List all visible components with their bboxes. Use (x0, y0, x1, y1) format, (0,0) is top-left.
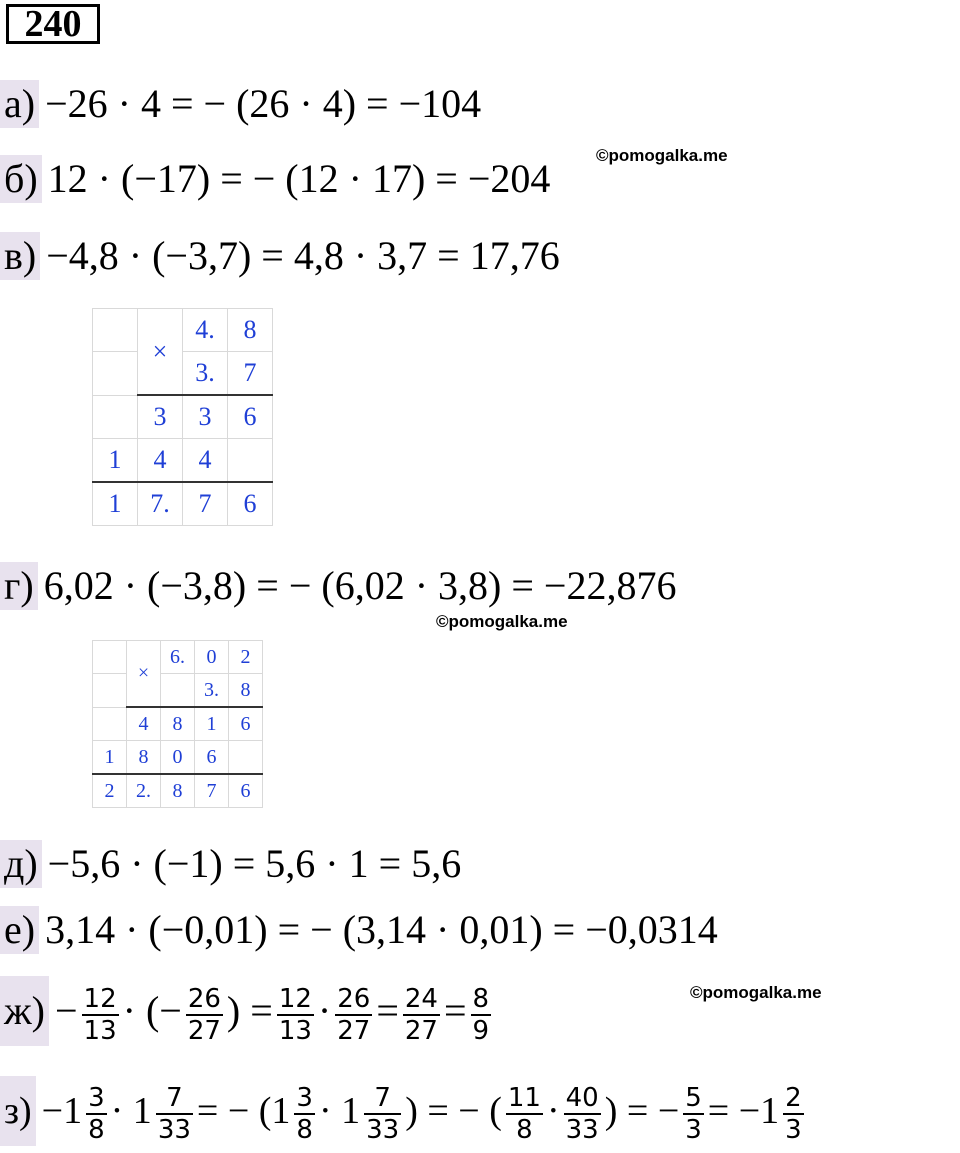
math-text: · (317, 988, 332, 1033)
table-cell: 0 (161, 741, 195, 775)
numerator: 11 (507, 1083, 541, 1114)
numerator: 12 (278, 983, 312, 1014)
multiplication-table-g (92, 640, 263, 808)
numerator: 12 (83, 983, 117, 1014)
item-v (0, 232, 560, 280)
item-a (0, 80, 481, 128)
table-row (93, 395, 273, 439)
math-text: = (376, 988, 399, 1033)
table-row (93, 439, 273, 483)
item-b-label: б) (0, 155, 42, 203)
table-cell: 3 (183, 395, 228, 439)
item-z (0, 1076, 808, 1146)
item-z-label: з) (0, 1076, 36, 1146)
item-g (0, 562, 676, 610)
item-a-expression: −26 · 4 = − (26 · 4) = −104 (45, 81, 482, 126)
table-cell: 0 (195, 641, 229, 674)
table-cell: 1 (93, 741, 127, 775)
fraction (277, 984, 314, 1046)
fraction (82, 984, 119, 1046)
table-cell: 2. (127, 774, 161, 808)
denominator: 13 (83, 1015, 117, 1046)
table-cell: 4 (138, 439, 183, 483)
numerator: 7 (364, 1083, 401, 1115)
table-row (93, 641, 263, 674)
table-cell (228, 439, 273, 483)
denominator: 33 (565, 1115, 599, 1146)
math-text: · (− (122, 988, 182, 1033)
denominator: 27 (187, 1015, 221, 1046)
denominator: 27 (404, 1015, 438, 1046)
fraction (506, 1083, 543, 1145)
table-cell (229, 741, 263, 775)
denominator: 8 (296, 1115, 313, 1146)
watermark-3: ©pomogalka.me (690, 983, 822, 1002)
numerator: 8 (472, 983, 490, 1014)
table-cell: 4. (183, 309, 228, 352)
numerator: 26 (187, 983, 221, 1014)
math-text: ) = − ( (405, 1090, 502, 1132)
numerator: 40 (565, 1083, 599, 1114)
table-cell (93, 641, 127, 674)
math-text: · 1 (318, 1090, 361, 1132)
table-cell: 6. (161, 641, 195, 674)
numerator: 3 (296, 1083, 313, 1114)
item-b-expression: 12 · (−17) = − (12 · 17) = −204 (47, 156, 551, 201)
item-zh-label: ж) (0, 976, 49, 1046)
watermark-2: ©pomogalka.me (436, 612, 568, 631)
watermark-1: ©pomogalka.me (596, 146, 728, 165)
table-cell: 6 (228, 482, 273, 526)
denominator: 8 (516, 1115, 533, 1146)
table-cell: 8 (161, 707, 195, 741)
table-cell: 7. (138, 482, 183, 526)
fraction (86, 1083, 107, 1145)
math-text: = (443, 988, 467, 1033)
table-cell: 1 (93, 482, 138, 526)
table-row (93, 674, 263, 708)
fraction (471, 984, 492, 1046)
item-b (0, 155, 550, 203)
item-d (0, 840, 461, 888)
table-row (93, 352, 273, 396)
math-text: = −1 (707, 1090, 780, 1132)
item-d-expression: −5,6 · (−1) = 5,6 · 1 = 5,6 (47, 841, 462, 886)
table-cell: 6 (229, 774, 263, 808)
table-cell: 8 (127, 741, 161, 775)
numerator: 26 (337, 983, 371, 1014)
table-cell (161, 674, 195, 708)
table-cell: 7 (183, 482, 228, 526)
fraction (335, 984, 372, 1046)
item-v-expression: −4,8 · (−3,7) = 4,8 · 3,7 = 17,76 (46, 233, 560, 278)
denominator: 33 (157, 1115, 191, 1146)
table-cell (93, 395, 138, 439)
multiply-sign: × (127, 641, 161, 708)
item-e-expression: 3,14 · (−0,01) = − (3,14 · 0,01) = −0,0314 (45, 907, 718, 952)
numerator: 5 (685, 1083, 702, 1114)
table-row (93, 707, 263, 741)
math-text: · (546, 1090, 560, 1132)
table-cell: 8 (161, 774, 195, 808)
multiplication-table-v (92, 308, 273, 526)
problem-number: 240 (6, 4, 100, 44)
table-cell: 1 (93, 439, 138, 483)
denominator: 3 (685, 1115, 702, 1146)
fraction (783, 1083, 804, 1145)
table-cell: 6 (195, 741, 229, 775)
denominator: 9 (472, 1015, 490, 1046)
item-d-label: д) (0, 840, 42, 888)
denominator: 33 (366, 1115, 400, 1146)
item-v-label: в) (0, 232, 40, 280)
table-cell: 4 (127, 707, 161, 741)
fraction (186, 984, 223, 1046)
table-cell (93, 352, 138, 396)
fraction (364, 1083, 401, 1145)
table-cell (93, 309, 138, 352)
table-cell: 8 (229, 674, 263, 708)
math-text: ) = (226, 988, 273, 1033)
table-cell: 8 (228, 309, 273, 352)
math-text: −1 (41, 1090, 83, 1132)
table-cell: 4 (183, 439, 228, 483)
table-cell: 6 (228, 395, 273, 439)
table-cell: 3 (138, 395, 183, 439)
table-cell: 7 (195, 774, 229, 808)
table-cell: 2 (93, 774, 127, 808)
table-cell: 6 (229, 707, 263, 741)
numerator: 24 (404, 983, 438, 1014)
table-cell: 1 (195, 707, 229, 741)
table-cell: 2 (229, 641, 263, 674)
math-text: ) = − (604, 1090, 680, 1132)
table-cell: 3. (195, 674, 229, 708)
denominator: 27 (337, 1015, 371, 1046)
table-row (93, 482, 273, 526)
item-a-label: а) (0, 80, 39, 128)
fraction (403, 984, 440, 1046)
table-cell (93, 707, 127, 741)
item-g-expression: 6,02 · (−3,8) = − (6,02 · 3,8) = −22,876 (43, 563, 677, 608)
fraction (294, 1083, 315, 1145)
fraction (564, 1083, 601, 1145)
numerator: 3 (88, 1083, 105, 1114)
math-text: − (54, 988, 78, 1033)
table-cell: 3. (183, 352, 228, 396)
item-zh (0, 976, 495, 1046)
numerator: 2 (785, 1083, 802, 1114)
math-text: · 1 (110, 1090, 152, 1132)
math-text: = − (1 (196, 1090, 291, 1132)
denominator: 13 (278, 1015, 312, 1046)
fraction (156, 1083, 193, 1145)
denominator: 3 (785, 1115, 802, 1146)
table-cell (93, 674, 127, 708)
table-cell: 7 (228, 352, 273, 396)
item-g-label: г) (0, 562, 38, 610)
table-row (93, 774, 263, 808)
item-e-label: е) (0, 906, 39, 954)
multiply-sign: × (138, 309, 183, 396)
fraction (683, 1083, 704, 1145)
table-row (93, 741, 263, 775)
denominator: 8 (88, 1115, 105, 1146)
numerator: 7 (156, 1083, 193, 1115)
item-e (0, 906, 718, 954)
table-row (93, 309, 273, 352)
